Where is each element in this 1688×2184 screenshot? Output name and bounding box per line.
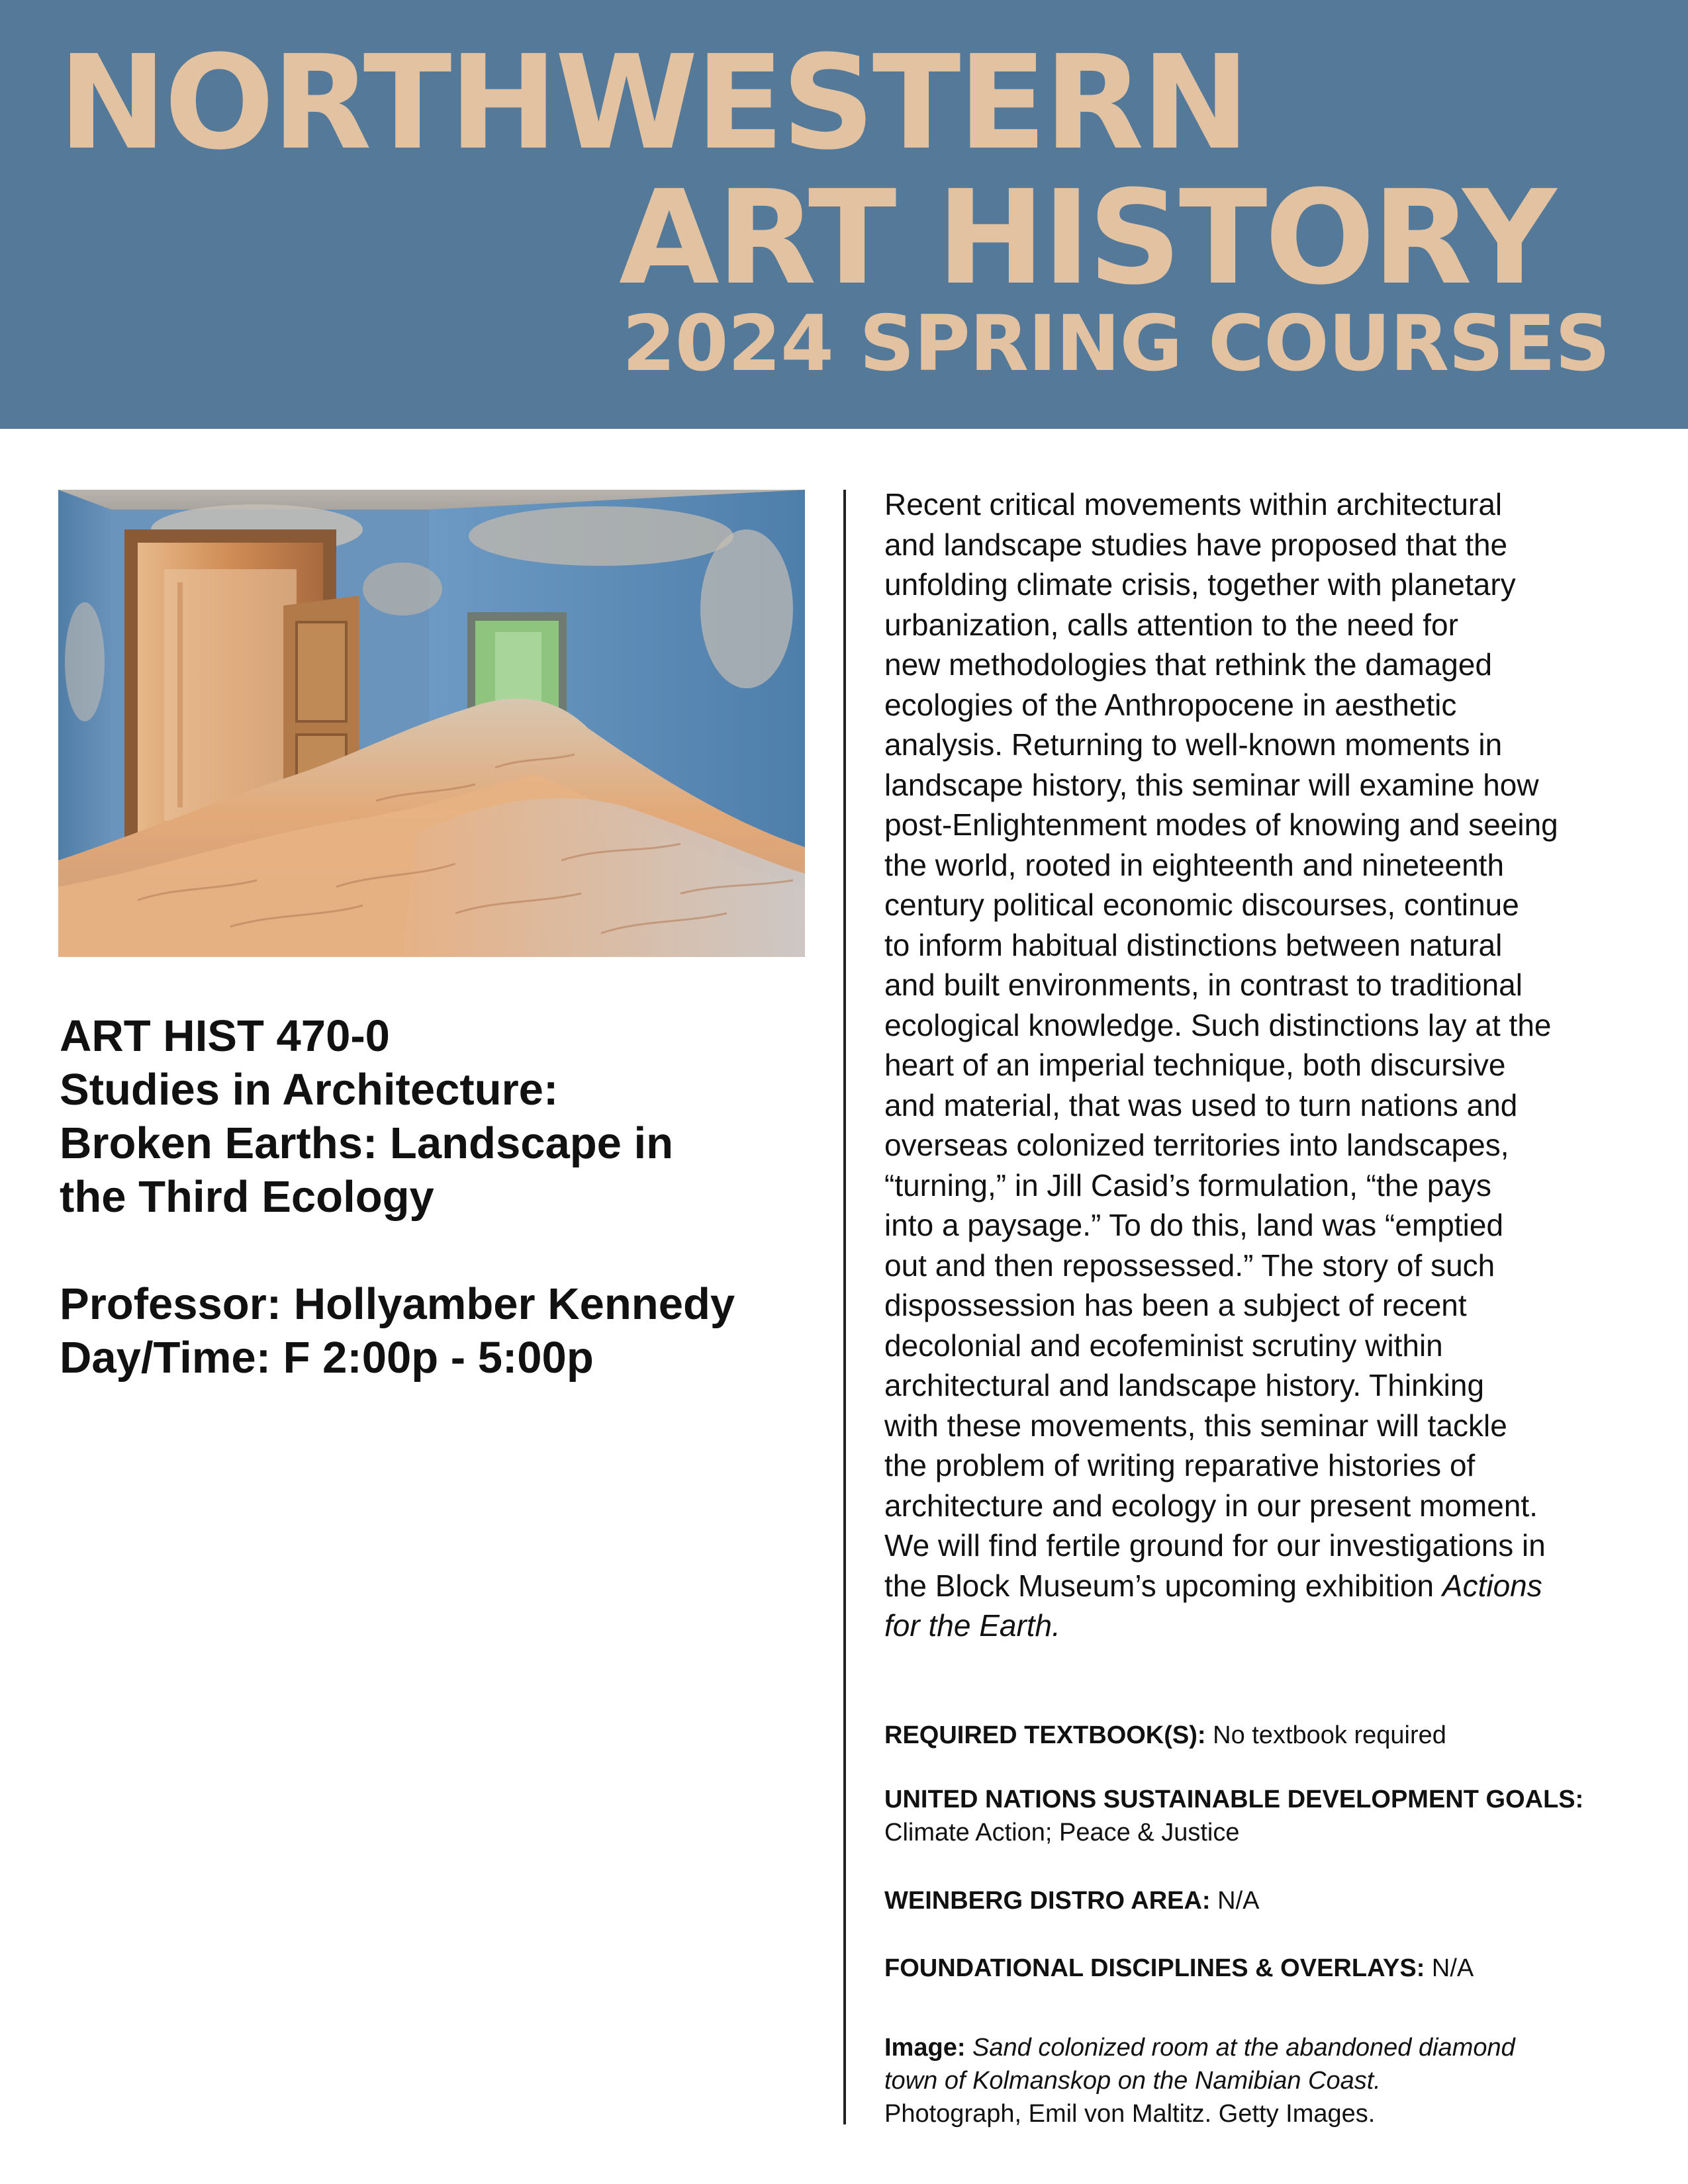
description-line: new methodologies that rethink the damaged <box>884 647 1493 682</box>
distro-value: N/A <box>1210 1887 1260 1915</box>
course-professor: Professor: Hollyamber Kennedy <box>60 1279 735 1329</box>
description-line: overseas colonized territories into landscapes, <box>884 1128 1509 1162</box>
description-line: into a paysage.” To do this, land was “emptied <box>884 1208 1504 1242</box>
column-divider <box>843 490 846 2124</box>
description-line: heart of an imperial technique, both discursive <box>884 1048 1506 1082</box>
description-line: Recent critical movements within architectural <box>884 487 1503 522</box>
description-line: ecologies of the Anthropocene in aesthetic <box>884 687 1457 722</box>
image-caption <box>884 2031 1672 2130</box>
image-credit: Photograph, Emil von Maltitz. Getty Images. <box>884 2100 1376 2128</box>
exhibition-title-part-2: for the Earth. <box>884 1608 1060 1643</box>
description-line: “turning,” in Jill Casid’s formulation, “the pays <box>884 1167 1491 1203</box>
course-photo <box>58 490 805 957</box>
description-line: and built environments, in contrast to traditional <box>884 968 1523 1002</box>
description-line: and landscape studies have proposed that the <box>884 527 1508 562</box>
foundational-value: N/A <box>1425 1954 1474 1982</box>
description-line: the problem of writing reparative histories of <box>884 1448 1476 1482</box>
description-line: architecture and ecology in our present moment. <box>884 1488 1538 1523</box>
description-line: We will find fertile ground for our investigations in <box>884 1528 1546 1563</box>
description-line: ecological knowledge. Such distinctions lay at the <box>884 1007 1552 1042</box>
description-line: and material, that was used to turn nations and <box>884 1087 1518 1122</box>
description-line: unfolding climate crisis, together with planetary <box>884 567 1516 602</box>
description-line: architectural and landscape history. Thinking <box>884 1368 1485 1402</box>
course-photo-illustration <box>58 490 805 957</box>
textbook-label: REQUIRED TEXTBOOK(S): <box>884 1721 1206 1749</box>
image-label: Image: <box>884 2034 966 2062</box>
image-caption-line-2: town of Kolmanskop on the Namibian Coast. <box>884 2067 1381 2095</box>
description-line: the world, rooted in eighteenth and nineteenth <box>884 847 1505 882</box>
description-line: analysis. Returning to well-known moments in <box>884 727 1503 762</box>
description-line: century political economic discourses, continue <box>884 887 1519 922</box>
distro-label: WEINBERG DISTRO AREA: <box>884 1887 1211 1915</box>
weinberg-distro-area <box>884 1884 1672 1917</box>
header-title-line-1: NORTHWESTERN <box>58 28 1248 179</box>
textbook-value: No textbook required <box>1205 1721 1446 1749</box>
description-line: urbanization, calls attention to the need for <box>884 607 1458 642</box>
description-line: decolonial and ecofeminist scrutiny within <box>884 1328 1443 1363</box>
foundational-disciplines <box>884 1952 1672 1985</box>
course-description <box>884 484 1665 1646</box>
course-info <box>60 1009 821 1385</box>
foundational-label: FOUNDATIONAL DISCIPLINES & OVERLAYS: <box>884 1954 1425 1982</box>
course-title-line-1: Studies in Architecture: <box>60 1065 559 1115</box>
exhibition-title-part-1: Actions <box>1442 1568 1542 1603</box>
description-line: out and then repossessed.” The story of such <box>884 1248 1495 1283</box>
header-subtitle: 2024 SPRING COURSES <box>622 299 1610 388</box>
sdg-value: Climate Action; Peace & Justice <box>884 1819 1240 1846</box>
description-line: with these movements, this seminar will tackle <box>884 1408 1507 1443</box>
course-spacer <box>60 1224 821 1277</box>
course-day-time: Day/Time: F 2:00p - 5:00p <box>60 1333 594 1383</box>
description-line: dispossession has been a subject of recent <box>884 1288 1467 1322</box>
description-text: the Block Museum’s upcoming exhibition <box>884 1568 1442 1603</box>
course-title-line-3: the Third Ecology <box>60 1172 434 1222</box>
image-caption-line-1: Sand colonized room at the abandoned diamond <box>965 2034 1515 2062</box>
description-line: post-Enlightenment modes of knowing and seeing <box>884 807 1558 842</box>
required-textbook <box>884 1719 1672 1752</box>
course-number: ART HIST 470-0 <box>60 1011 390 1061</box>
description-line: to inform habitual distinctions between natural <box>884 927 1503 962</box>
sustainable-development-goals <box>884 1783 1672 1849</box>
description-line: landscape history, this seminar will examine how <box>884 767 1539 802</box>
description-line <box>884 1566 1665 1606</box>
sdg-label: UNITED NATIONS SUSTAINABLE DEVELOPMENT GOALS: <box>884 1786 1584 1813</box>
description-line <box>884 1606 1665 1646</box>
header-title-line-2: ART HISTORY <box>619 163 1554 314</box>
header-banner <box>0 0 1688 429</box>
course-title-line-2: Broken Earths: Landscape in <box>60 1118 674 1168</box>
